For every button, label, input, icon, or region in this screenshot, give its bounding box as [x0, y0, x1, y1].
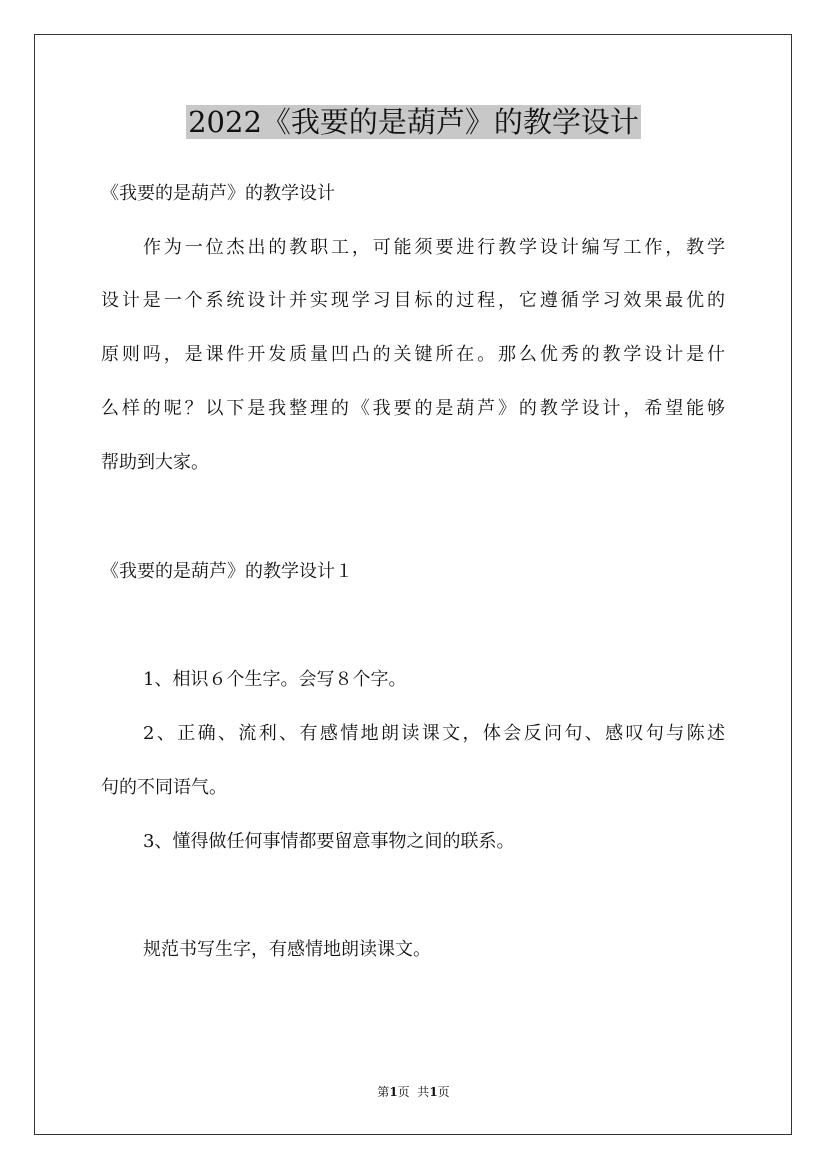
document-subtitle: 《我要的是葫芦》的教学设计 — [101, 183, 335, 204]
footer-prefix: 第 — [377, 1085, 390, 1099]
section-heading: 《我要的是葫芦》的教学设计１ — [101, 561, 353, 582]
footer-suffix: 页 — [437, 1085, 450, 1099]
intro-line-4: 么样的呢？以下是我整理的《我要的是葫芦》的教学设计，希望能够 — [101, 398, 725, 419]
objective-2-continued: 句的不同语气。 — [101, 777, 227, 798]
intro-line-5: 帮助到大家。 — [101, 452, 209, 473]
page-footer — [0, 1084, 827, 1100]
document-title — [0, 102, 827, 142]
key-point: 规范书写生字，有感情地朗读课文。 — [143, 939, 431, 960]
footer-middle: 页 共 — [397, 1085, 430, 1099]
footer-page-number: 1 — [389, 1085, 398, 1099]
intro-line-1: 作为一位杰出的教职工，可能须要进行教学设计编写工作，教学 — [143, 237, 725, 258]
intro-line-2: 设计是一个系统设计并实现学习目标的过程，它遵循学习效果最优的 — [101, 290, 725, 311]
document-title-text: 2022《我要的是葫芦》的教学设计 — [188, 105, 639, 139]
objective-3: 3、懂得做任何事情都要留意事物之间的联系。 — [143, 831, 515, 852]
footer-total-pages: 1 — [429, 1085, 438, 1099]
intro-line-3: 原则吗，是课件开发质量凹凸的关键所在。那么优秀的教学设计是什 — [101, 344, 725, 365]
objective-1: 1、相识６个生字。会写８个字。 — [143, 669, 407, 690]
objective-2: 2、正确、流利、有感情地朗读课文，体会反问句、感叹句与陈述 — [143, 723, 725, 744]
